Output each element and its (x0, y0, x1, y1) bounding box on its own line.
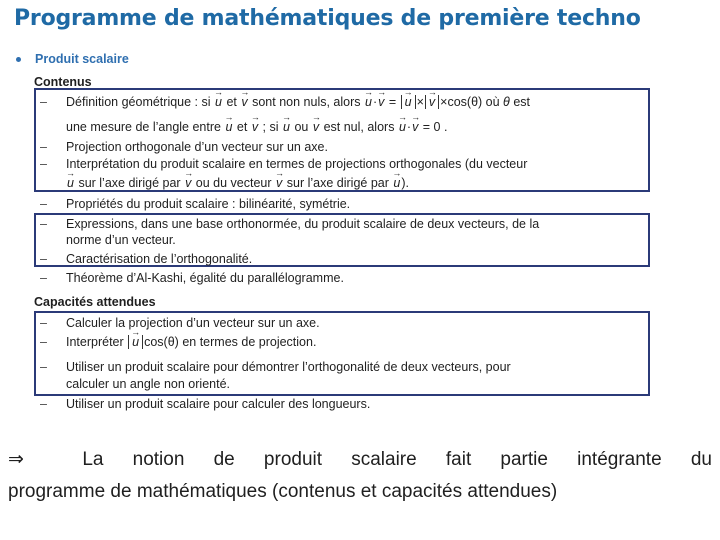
capacites-item-projection: – Calculer la projection d’un vecteur sur un axe. (40, 316, 320, 330)
conclusion-text (8, 444, 712, 508)
capacites-heading: Capacités attendues (34, 295, 156, 309)
contenus-item-definition: – Définition géométrique : si → u et → v sont non nuls, alors → u·→ v = → u ×→ v ×cos(θ) où θ est (40, 94, 530, 111)
conclusion-line2: programme de mathématiques (contenus et capacités attendues) (8, 481, 558, 502)
contenus-heading: Contenus (34, 75, 92, 89)
topic-label: Produit scalaire (35, 52, 129, 66)
capacites-item-interpreter: – Interpréter → u cos(θ) en termes de projection. (40, 334, 316, 351)
contenus-item-al-kashi: – Théorème d’Al-Kashi, égalité du parallélogramme. (40, 271, 344, 285)
contenus-item-expressions-line2: norme d’un vecteur. (66, 233, 176, 247)
contenus-item-projection: – Projection orthogonale d’un vecteur sur un axe. (40, 140, 328, 154)
implies-arrow-icon: ⇒ (8, 449, 24, 470)
topic-bullet (16, 52, 129, 66)
capacites-item-longueurs: – Utiliser un produit scalaire pour calculer des longueurs. (40, 397, 371, 411)
slide-title: Programme de mathématiques de première techno (14, 6, 641, 31)
contenus-item-interpretation: – Interprétation du produit scalaire en termes de projections orthogonales (du vecteur (40, 157, 528, 171)
contenus-item-proprietes: – Propriétés du produit scalaire : bilinéarité, symétrie. (40, 197, 351, 211)
contenus-item-orthogonalite: – Caractérisation de l’orthogonalité. (40, 252, 253, 266)
bullet-dot-icon (16, 57, 21, 62)
contenus-item-expressions: – Expressions, dans une base orthonormée, du produit scalaire de deux vecteurs, de la (40, 217, 540, 231)
capacites-item-orthogonalite-line2: calculer un angle non orienté. (66, 377, 231, 391)
conclusion-line1: ⇒ La notion de produit scalaire fait partie intégrante du (8, 449, 712, 470)
contenus-item-definition-line2: une mesure de l’angle entre → u et → v ; si → u ou → v est nul, alors → u·→ v = 0 . (66, 119, 447, 136)
capacites-item-orthogonalite: – Utiliser un produit scalaire pour démontrer l’orthogonalité de deux vecteurs, pour (40, 360, 511, 374)
contenus-item-interpretation-line2: → u sur l’axe dirigé par → v ou du vecteur → v sur l’axe dirigé par → u). (66, 175, 409, 192)
